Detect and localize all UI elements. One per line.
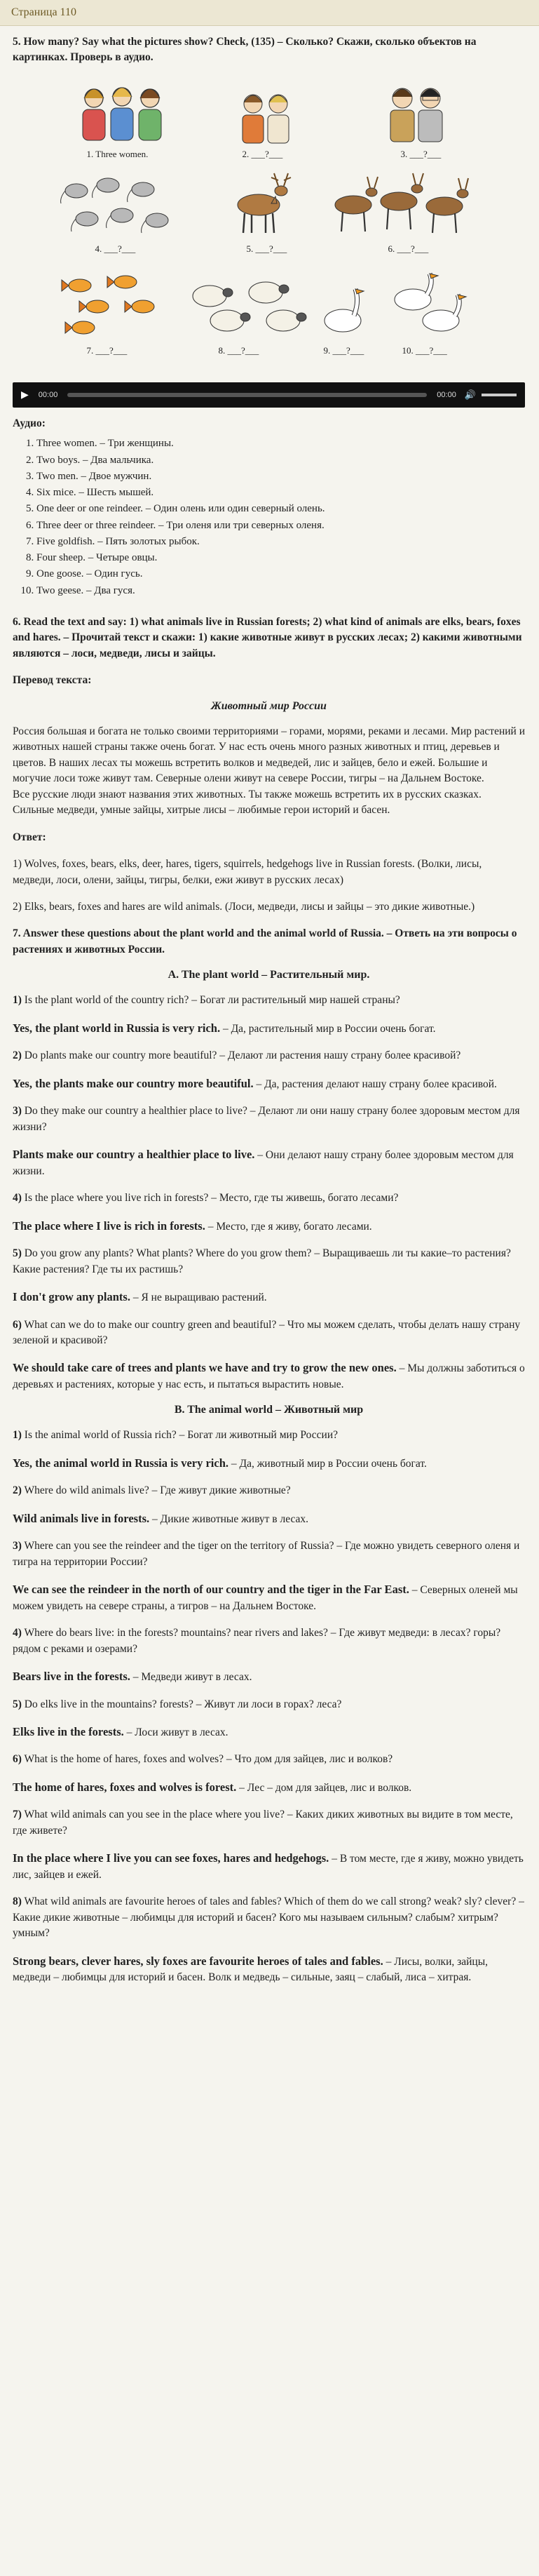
boys-picture (231, 86, 301, 145)
answer-russian: – Я не выращиваю растений. (130, 1292, 267, 1304)
time-current: 00:00 (38, 390, 58, 399)
answer-russian: – В том месте, где я живу, можно увидеть лис, зайцев и ежей. (13, 1853, 524, 1881)
deer-picture (217, 163, 301, 240)
answer (13, 1850, 525, 1883)
caption-8: 8. ___?___ (218, 344, 259, 356)
answer (13, 1510, 525, 1527)
question-number: 2) (13, 1049, 22, 1062)
question-number: 6) (13, 1318, 22, 1331)
section-a (13, 993, 525, 1393)
answer (13, 1581, 525, 1614)
volume-slider[interactable] (482, 394, 517, 396)
answer-russian: – Да, животный мир в России очень богат. (228, 1457, 427, 1470)
answer (13, 1668, 525, 1685)
caption-6: 6. ___?___ (388, 243, 429, 254)
question-text: Do they make our country a healthier place to live? – Делают ли они нашу страну более здоровым местом для жизни? (13, 1105, 520, 1133)
page-label-bar (0, 0, 539, 26)
question-text: Is the animal world of Russia rich? – Богат ли животный мир России? (24, 1429, 339, 1442)
men-picture (378, 79, 455, 145)
answer-russian: – Медведи живут в лесах. (130, 1671, 252, 1684)
answer-russian: – Да, растения делают нашу страну более красивой. (253, 1078, 497, 1090)
question-text: Where can you see the reindeer and the tiger on the territory of Russia? – Где можно увидеть северного оленя и тигра на территории России? (13, 1540, 520, 1568)
list-item: 7. Five goldfish. – Пять золотых рыбок. (36, 534, 525, 550)
question (13, 1625, 525, 1657)
volume-icon[interactable]: 🔊 (464, 389, 476, 400)
task6-heading: 6. Read the text and say: 1) what animals live in Russian forests; 2) what kind of animals are elks, bears, foxes and hares. – Прочитай текст и скажи: 1) какие животные живут в русских лесах; 2) какими животными являются – лоси, медведи, лисы и зайцы. (13, 615, 522, 659)
question-text: Where do bears live: in the forests? mountains? near rivers and lakes? – Где живут медведи: в лесах? горы? рядом с реками и озерами? (13, 1627, 501, 1655)
task5-heading: 5. How many? Say what the pictures show? Check, (135) – Сколько? Скажи, сколько объектов на картинках. Проверь в аудио. (13, 36, 477, 64)
answer-label: Ответ: (13, 831, 46, 843)
answer-russian: – Лоси живут в лесах. (123, 1726, 228, 1738)
answer-russian: – Мы должны заботиться о деревьях и растениях, которые у нас есть, и пытаться вырастить новые. (13, 1362, 525, 1390)
answer-text: 1) Wolves, foxes, bears, elks, deer, hares, tigers, squirrels, hedgehogs live in Russian forests. (Волки, лисы, медведи, лоси, олени, зайцы, тигры, белки, ежи живут в русских лесах) (13, 858, 482, 886)
reindeer-picture (325, 163, 472, 240)
audio-progress-bar[interactable] (67, 393, 427, 397)
question (13, 1752, 525, 1767)
question-text: Where do wild animals live? – Где живут дикие животные? (24, 1484, 291, 1497)
question-number: 3) (13, 1105, 22, 1118)
list-item: 5. One deer or one reindeer. – Один олень или один северный олень. (36, 501, 525, 517)
answer-english: Bears live in the forests. (13, 1670, 130, 1684)
question (13, 1048, 525, 1064)
sheep-picture (182, 271, 315, 342)
question-number: 5) (13, 1698, 22, 1710)
answer (13, 1146, 525, 1179)
question (13, 1697, 525, 1712)
caption-4: 4. ___?___ (95, 243, 136, 254)
question (13, 1103, 525, 1135)
text-paragraph: Россия большая и богата не только своими территориями – горами, морями, реками и лесами. Мир растений и животных нашей страны также очень богат. У нас есть очень много разных животных и птиц, деревьев и цветов. В наших лесах ты можешь встретить волков и медведей, лис и зайцев, бело и ежей. Большие и могучие лоси тоже живут там. Северные олени живут на севере России, тигры – на Дальнем Востоке. (13, 725, 526, 785)
answer-english: I don't grow any plants. (13, 1290, 130, 1304)
list-item: 2. Two boys. – Два мальчика. (36, 452, 525, 469)
question-text: Do plants make our country more beautiful? – Делают ли растения нашу страну более красивой? (24, 1049, 461, 1062)
text-title: Животный мир России (211, 699, 327, 712)
list-item: 10. Two geese. – Два гуся. (36, 583, 525, 599)
question-text: Is the plant world of the country rich? – Богат ли растительный мир нашей страны? (24, 994, 400, 1007)
list-item: 3. Two men. – Двое мужчин. (36, 469, 525, 485)
question (13, 1483, 525, 1498)
text-paragraph: Все русские люди знают названия этих животных. Ты также можешь встретить их в русских сказках. Сильные медведи, умные зайцы, хитрые лисы – любимые герои историй и басен. (13, 788, 482, 817)
answer (13, 1289, 525, 1306)
answer-english: In the place where I live you can see foxes, hares and hedgehogs. (13, 1851, 329, 1865)
answer-russian: – Место, где я живу, богато лесами. (205, 1220, 372, 1233)
task7-heading: 7. Answer these questions about the plant world and the animal world of Russia. – Ответь на эти вопросы о растениях и животных России. (13, 927, 517, 955)
goldfish-picture (59, 268, 164, 338)
caption-3: 3. ___?___ (400, 148, 442, 159)
question (13, 1807, 525, 1839)
answer-russian: – Лес – дом для зайцев, лис и волков. (236, 1781, 412, 1794)
answer-russian: – Они делают нашу страну более здоровым местом для жизни. (13, 1149, 514, 1177)
question (13, 1190, 525, 1206)
answer (13, 1075, 525, 1092)
answer-russian: – Да, растительный мир в России очень богат. (220, 1022, 436, 1035)
audio-player (13, 382, 525, 408)
women-picture (73, 79, 171, 145)
answer (13, 1455, 525, 1472)
list-item: 8. Four sheep. – Четыре овцы. (36, 550, 525, 566)
answer-english: The place where I live is rich in forests. (13, 1219, 205, 1233)
answer (13, 1779, 525, 1796)
mice-picture (59, 170, 178, 240)
question-text: What wild animals can you see in the place where you live? – Каких диких животных вы видите в том месте, где живете? (13, 1809, 513, 1837)
caption-2: 2. ___?___ (242, 148, 283, 159)
exercise-illustration (59, 79, 479, 370)
answer-english: Yes, the plant world in Russia is very rich. (13, 1021, 221, 1035)
answer (13, 1020, 525, 1037)
answer-english: We can see the reindeer in the north of our country and the tiger in the Far East. (13, 1583, 409, 1597)
question-text: Do you grow any plants? What plants? Where do you grow them? – Выращиваешь ли ты какие–то растения? Какие растения? Где ты их растишь? (13, 1247, 511, 1275)
goose-picture (315, 282, 371, 342)
answer-english: Plants make our country a healthier place to live. (13, 1148, 255, 1162)
question (13, 993, 525, 1008)
answer-english: We should take care of trees and plants we have and try to grow the new ones. (13, 1361, 397, 1375)
section-a-heading: A. The plant world – Растительный мир. (168, 969, 370, 981)
question-number: 6) (13, 1753, 22, 1766)
question (13, 1246, 525, 1277)
question (13, 1538, 525, 1570)
question-number: 4) (13, 1192, 22, 1205)
caption-9: 9. ___?___ (323, 344, 364, 356)
question-number: 2) (13, 1484, 22, 1497)
question-number: 1) (13, 994, 22, 1007)
question-number: 1) (13, 1429, 22, 1442)
question (13, 1894, 525, 1941)
section-b (13, 1428, 525, 1985)
caption-5: 5. ___?___ (246, 243, 287, 254)
question (13, 1428, 525, 1443)
question-text: What can we do to make our country green and beautiful? – Что мы можем сделать, чтобы делать нашу страну зеленой и красивой? (13, 1318, 521, 1346)
answer-english: The home of hares, foxes and wolves is forest. (13, 1780, 237, 1794)
list-item: 4. Six mice. – Шесть мышей. (36, 485, 525, 501)
caption-1: 1. Three women. (86, 148, 149, 159)
question-number: 3) (13, 1540, 22, 1552)
answer-russian: – Северных оленей мы можем увидеть на севере страны, а тигров – на Дальнем Востоке. (13, 1584, 518, 1612)
answer (13, 1360, 525, 1393)
play-icon[interactable]: ▶ (21, 389, 29, 401)
caption-7: 7. ___?___ (86, 344, 128, 356)
geese-picture (381, 268, 472, 342)
answer-text: 2) Elks, bears, foxes and hares are wild animals. (Лоси, медведи, лисы и зайцы – это дикие животные.) (13, 901, 475, 913)
question-text: Is the place where you live rich in forests? – Место, где ты живешь, богато лесами? (24, 1192, 399, 1205)
question-number: 8) (13, 1896, 22, 1908)
question-text: What wild animals are favourite heroes of tales and fables? Which of them do we call strong? weak? sly? clever? – Какие дикие животные – любимцы для историй и басен? Кого мы называем сильным? слабым? хитрым? умным? (13, 1896, 524, 1940)
question-number: 5) (13, 1247, 22, 1260)
translation-label: Перевод текста: (13, 674, 92, 687)
section-b-heading: B. The animal world – Животный мир (174, 1404, 364, 1416)
list-item: 9. One goose. – Один гусь. (36, 566, 525, 582)
question-text: Do elks live in the mountains? forests? – Живут ли лоси в горах? леса? (24, 1698, 342, 1710)
answer-english: Strong bears, clever hares, sly foxes are favourite heroes of tales and fables. (13, 1954, 383, 1968)
question-number: 7) (13, 1809, 22, 1821)
question-text: What is the home of hares, foxes and wolves? – Что дом для зайцев, лис и волков? (24, 1753, 393, 1766)
list-item: 6. Three deer or three reindeer. – Три оленя или три северных оленя. (36, 518, 525, 534)
content (0, 26, 539, 1986)
page-label: Страница 110 (11, 6, 76, 18)
caption-10: 10. ___?___ (402, 344, 447, 356)
question (13, 1317, 525, 1349)
answer (13, 1724, 525, 1740)
answer-english: Yes, the animal world in Russia is very rich. (13, 1456, 229, 1470)
answer-russian: – Лисы, волки, зайцы, медведи – любимцы для историй и басен. Волк и медведь – сильные, заяц – слабый, лиса – хитрая. (13, 1955, 489, 1984)
answer-english: Yes, the plants make our country more beautiful. (13, 1076, 254, 1090)
audio-label: Аудио: (13, 417, 46, 429)
answers-list (13, 436, 525, 599)
answer (13, 1218, 525, 1235)
list-item: 1. Three women. – Три женщины. (36, 436, 525, 452)
answer-english: Elks live in the forests. (13, 1725, 124, 1738)
answer-english: Wild animals live in forests. (13, 1511, 150, 1525)
answer (13, 1953, 525, 1986)
time-total: 00:00 (437, 390, 456, 399)
answer-russian: – Дикие животные живут в лесах. (149, 1512, 309, 1525)
question-number: 4) (13, 1627, 22, 1639)
